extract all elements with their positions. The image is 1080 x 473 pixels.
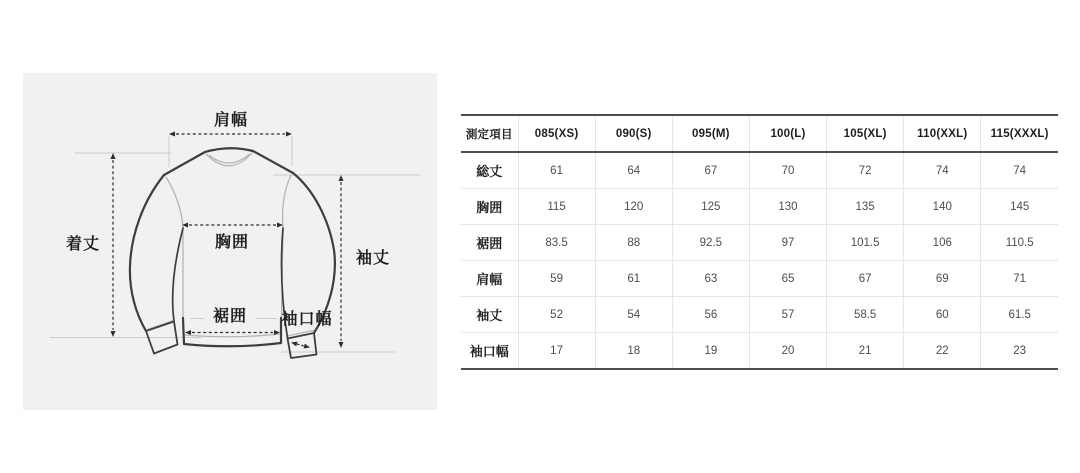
- size-value-cell: 20: [749, 333, 826, 370]
- size-header-row: [461, 115, 1058, 152]
- size-value-cell: 130: [749, 189, 826, 225]
- col-header-095m: 095(M): [672, 115, 749, 152]
- col-header-110xxl: 110(XXL): [904, 115, 981, 152]
- table-row-cuff: [461, 333, 1058, 370]
- col-header-085xs: 085(XS): [518, 115, 595, 152]
- size-value-cell: 72: [827, 152, 904, 189]
- garment-measurement-panel: [23, 73, 437, 410]
- label-hem-width: 裾囲: [212, 308, 248, 325]
- size-value-cell: 17: [518, 333, 595, 370]
- row-label: 肩幅: [461, 261, 518, 297]
- row-label: 袖口幅: [461, 333, 518, 370]
- size-value-cell: 71: [981, 261, 1058, 297]
- table-row-chest: [461, 189, 1058, 225]
- size-value-cell: 106: [904, 225, 981, 261]
- label-sleeve-length: 袖丈: [355, 250, 391, 267]
- row-label: 袖丈: [461, 297, 518, 333]
- size-value-cell: 56: [672, 297, 749, 333]
- size-value-cell: 97: [749, 225, 826, 261]
- label-cuff-width: 袖口幅: [281, 311, 333, 328]
- col-header-115xxxl: 115(XXXL): [981, 115, 1058, 152]
- cuff-width-arrow: [297, 344, 304, 346]
- size-value-cell: 58.5: [827, 297, 904, 333]
- size-value-cell: 70: [749, 152, 826, 189]
- size-value-cell: 18: [595, 333, 672, 370]
- label-body-length: 着丈: [65, 236, 101, 253]
- size-value-cell: 92.5: [672, 225, 749, 261]
- size-value-cell: 67: [672, 152, 749, 189]
- table-row-shoulder: [461, 261, 1058, 297]
- label-shoulder-width: 肩幅: [213, 112, 249, 129]
- size-value-cell: 125: [672, 189, 749, 225]
- size-value-cell: 74: [981, 152, 1058, 189]
- size-value-cell: 23: [981, 333, 1058, 370]
- size-value-cell: 140: [904, 189, 981, 225]
- size-value-cell: 54: [595, 297, 672, 333]
- size-value-cell: 52: [518, 297, 595, 333]
- size-value-cell: 21: [827, 333, 904, 370]
- size-value-cell: 88: [595, 225, 672, 261]
- size-chart-table: [461, 114, 1058, 370]
- size-value-cell: 83.5: [518, 225, 595, 261]
- size-value-cell: 64: [595, 152, 672, 189]
- size-value-cell: 110.5: [981, 225, 1058, 261]
- row-label: 総丈: [461, 152, 518, 189]
- size-value-cell: 63: [672, 261, 749, 297]
- size-value-cell: 22: [904, 333, 981, 370]
- size-value-cell: 115: [518, 189, 595, 225]
- col-header-100l: 100(L): [749, 115, 826, 152]
- size-value-cell: 57: [749, 297, 826, 333]
- size-value-cell: 61: [518, 152, 595, 189]
- size-value-cell: 69: [904, 261, 981, 297]
- col-header-measure-item: 測定項目: [461, 115, 518, 152]
- size-value-cell: 67: [827, 261, 904, 297]
- size-value-cell: 59: [518, 261, 595, 297]
- size-value-cell: 135: [827, 189, 904, 225]
- table-row-sleeve: [461, 297, 1058, 333]
- col-header-090s: 090(S): [595, 115, 672, 152]
- table-row-total-length: [461, 152, 1058, 189]
- size-value-cell: 19: [672, 333, 749, 370]
- size-value-cell: 145: [981, 189, 1058, 225]
- size-value-cell: 61.5: [981, 297, 1058, 333]
- row-label: 裾囲: [461, 225, 518, 261]
- size-value-cell: 60: [904, 297, 981, 333]
- label-chest: 胸囲: [214, 234, 250, 251]
- size-value-cell: 120: [595, 189, 672, 225]
- size-chart: [461, 114, 1058, 370]
- row-label: 胸囲: [461, 189, 518, 225]
- col-header-105xl: 105(XL): [827, 115, 904, 152]
- size-value-cell: 61: [595, 261, 672, 297]
- size-value-cell: 74: [904, 152, 981, 189]
- size-value-cell: 65: [749, 261, 826, 297]
- table-row-hem: [461, 225, 1058, 261]
- size-value-cell: 101.5: [827, 225, 904, 261]
